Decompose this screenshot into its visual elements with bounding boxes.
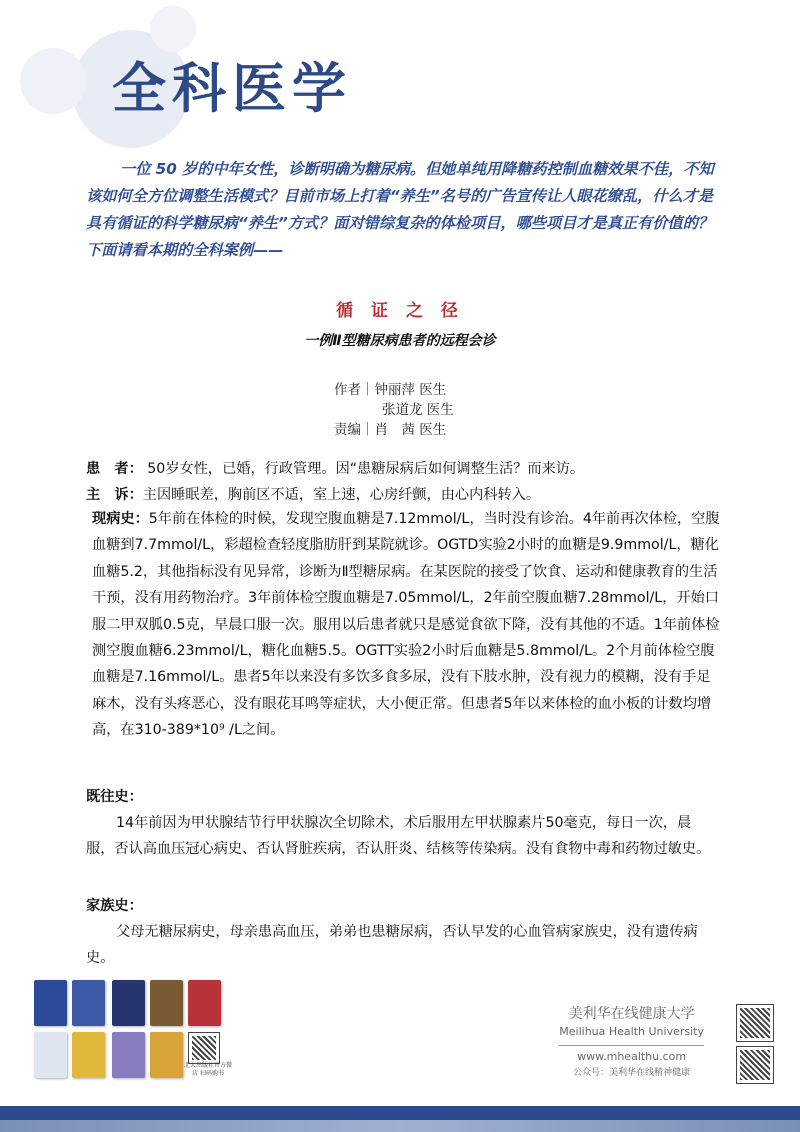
divider bbox=[559, 1045, 704, 1046]
complaint-line bbox=[86, 484, 540, 504]
page-title: 全科医学 bbox=[112, 57, 352, 120]
byline-author-2: 张道龙 医生 bbox=[382, 402, 454, 418]
book-cover bbox=[112, 980, 145, 1026]
family-history-label: 家族史： bbox=[86, 898, 143, 914]
book-cover bbox=[112, 1032, 145, 1078]
university-name-en: Meilihua Health University bbox=[559, 1025, 704, 1038]
section-title: 循 证 之 径 bbox=[336, 301, 464, 321]
university-url[interactable]: www.mhealthu.com bbox=[577, 1050, 687, 1063]
book-cover bbox=[150, 980, 183, 1026]
past-history-text: 14年前因为甲状腺结节行甲状腺次全切除术，术后服用左甲状腺素片50毫克，每日一次，晨服，否认高血压冠心病史、否认肾脏疾病，否认肝炎、结核等传染病。没有食物中毒和药物过敏史。 bbox=[86, 815, 711, 858]
book-cover bbox=[150, 1032, 183, 1078]
complaint-value: 主因睡眠差，胸前区不适，室上速，心房纤颤，由心内科转入。 bbox=[142, 487, 541, 503]
byline-editor: 责编｜肖 茜 医生 bbox=[334, 422, 447, 438]
footer-bar bbox=[0, 1106, 800, 1120]
complaint-label: 主 诉： bbox=[86, 487, 143, 503]
present-illness-label: 现病史： bbox=[92, 511, 149, 527]
past-history-label: 既往史： bbox=[86, 789, 143, 805]
present-illness-text: 5年前在体检的时候，发现空腹血糖是7.12mmol/L，当时没有诊治。4年前再次体检，空腹血糖到7.7mmol/L，彩超检查轻度脂肪肝到某院就诊。OGTD实验2小时的血糖是9.9mmol/L，糖化血糖5.2，其他指标没有见异常，诊断为Ⅱ型糖尿病。在某医院的接受了饮食、运动和健康教育的生活干预，没有用药物治疗。3年前体检空腹血糖是7.05mmol/L，2年前空腹血糖7.28mmol/L，开始口服二甲双胍0.5克，早晨口服一次。服用以后患者就只是感觉食欲下降，没有其他的不适。1年前体检测空腹血糖6.23mmol/L，糖化血糖5.5。OGTT实验2小时后血糖是5.8mmol/L。2个月前体检空腹血糖是7.16mmol/L。患者5年以来没有多饮多食多尿，没有下肢水肿，没有视力的模糊，没有手足麻木，没有头疼恶心，没有眼花耳鸣等症状，大小便正常。但患者5年以来体检的血小板的计数均增高，在310-389*10⁹ /L之间。 bbox=[92, 511, 720, 739]
footer-bar-light bbox=[0, 1120, 800, 1132]
present-illness bbox=[92, 506, 720, 744]
patient-value: 50岁女性，已婚，行政管理。因“患糖尿病后如何调整生活？而来访。 bbox=[142, 461, 585, 477]
qr-code-icon bbox=[188, 1032, 220, 1064]
section-subtitle: 一例Ⅱ型糖尿病患者的远程会诊 bbox=[304, 333, 496, 349]
book-cover bbox=[72, 980, 105, 1026]
patient-line bbox=[86, 458, 584, 478]
book-cover bbox=[34, 980, 67, 1026]
byline-author: 作者｜钟丽萍 医生 bbox=[334, 382, 447, 398]
intro-paragraph: 一位 50 岁的中年女性，诊断明确为糖尿病。但她单纯用降糖药控制血糖效果不佳，不知该如何全方位调整生活模式？目前市场上打着“养生”名号的广告宣传让人眼花缭乱，什么才是具有循证的科学糖尿病“养生”方式？面对错综复杂的体检项目，哪些项目才是真正有价值的？下面请看本期的全科案例—— bbox=[86, 160, 714, 259]
qr-caption: 北大出版社官方微店 扫码购书 bbox=[183, 1062, 232, 1077]
book-cover bbox=[72, 1032, 105, 1078]
family-history-heading bbox=[86, 893, 716, 919]
university-block bbox=[559, 1003, 704, 1078]
qr-code-icon bbox=[736, 1046, 774, 1084]
wechat-account: 公众号：美利华在线精神健康 bbox=[573, 1068, 691, 1078]
book-cover bbox=[188, 980, 221, 1026]
book-cover bbox=[34, 1032, 67, 1078]
past-history-heading bbox=[86, 784, 716, 810]
decor-circle-small bbox=[20, 48, 86, 114]
university-name-cn: 美利华在线健康大学 bbox=[568, 1006, 695, 1022]
patient-label: 患 者： bbox=[86, 461, 143, 477]
family-history-text: 父母无糖尿病史，母亲患高血压，弟弟也患糖尿病，否认早发的心血管病家族史，没有遗传病史。 bbox=[86, 924, 698, 967]
qr-code-icon bbox=[736, 1004, 774, 1042]
